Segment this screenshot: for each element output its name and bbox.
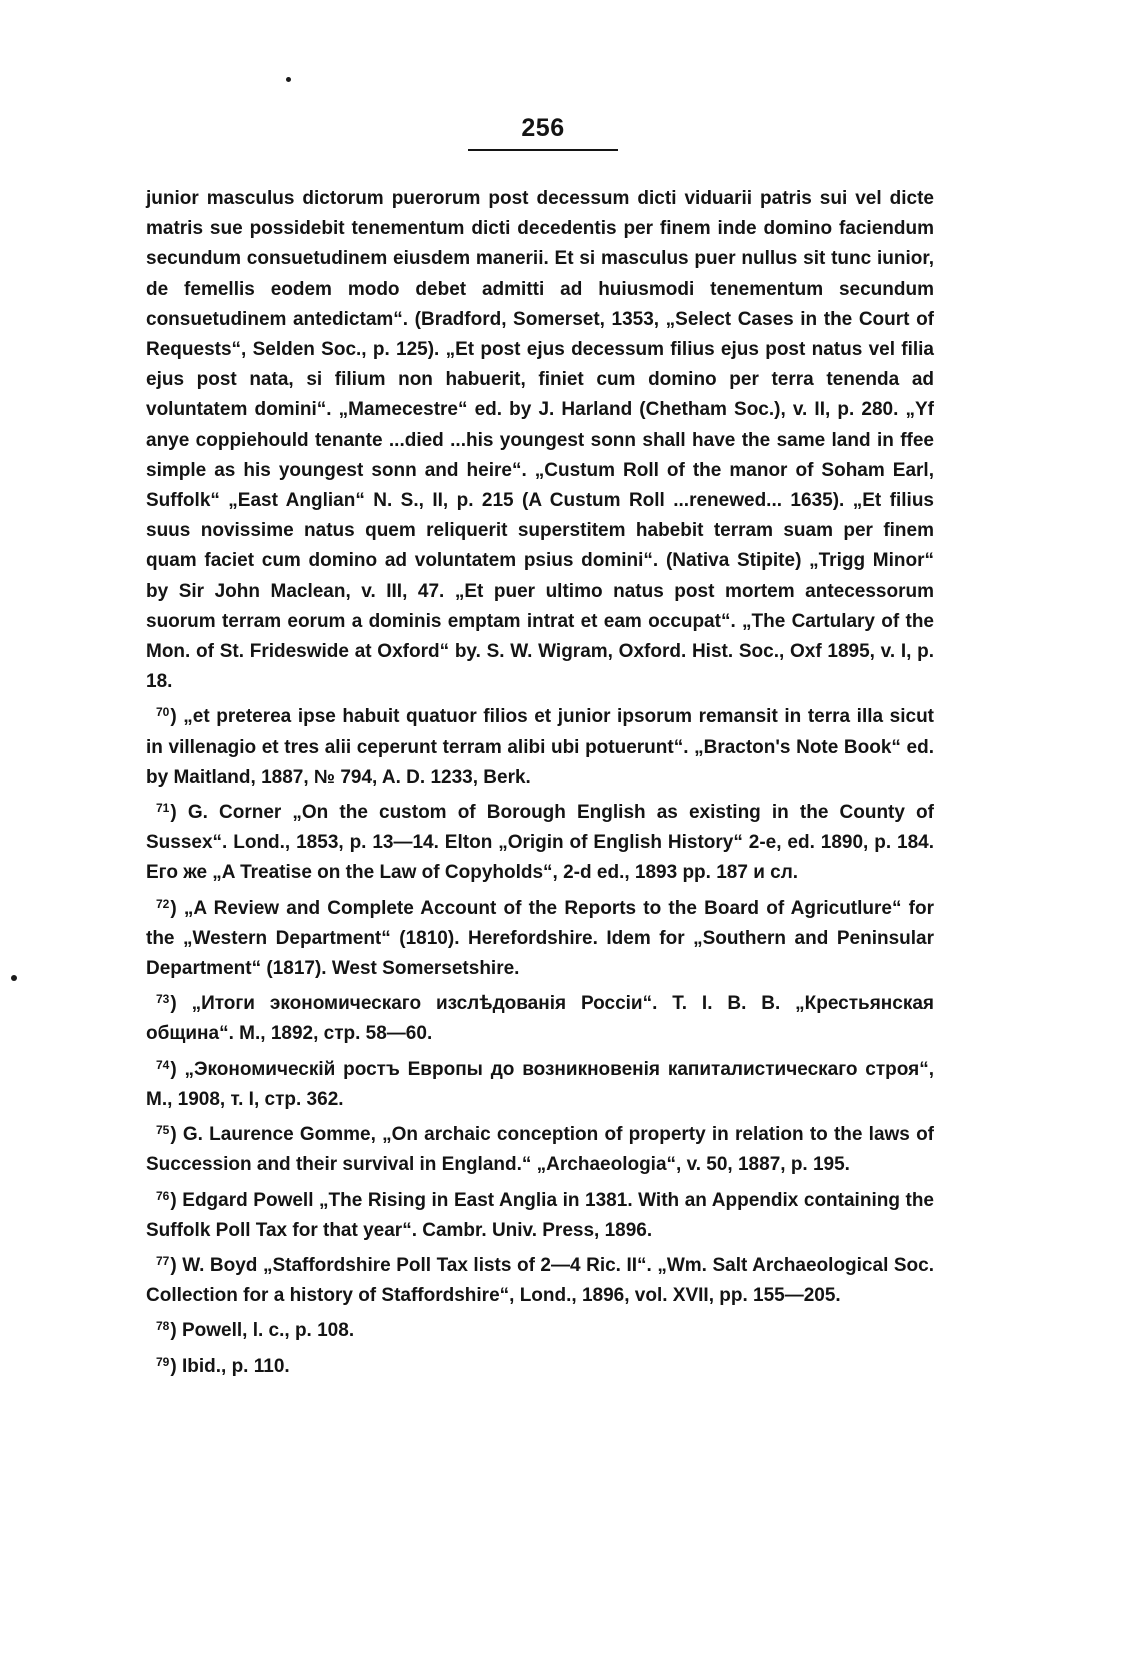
footnote-marker: 79	[156, 1354, 170, 1369]
footnote-marker-paren: )	[170, 1189, 183, 1211]
body-paragraph: junior masculus dictorum puerorum post decessum dicti viduarii patris sui vel dicte matris sue possidebit tenementum dicti decedentis per finem inde domino faciendum secundum consuetudinem eiusdem manerii. Et si masculus puer nullus sit tunc iunior, de femellis eodem modo debet admitti ad huiusmodi tenementum secundum consuetudinem antedictam“. (Bradford, Somerset, 1353, „Select Cases in the Court of Requests“, Selden Soc., p. 125). „Et post ejus decessum filius ejus post natus vel filia ejus post nata, si filium non habuerit, finiet cum domino per terra tenenda ad voluntatem domini“. „Mamecestre“ ed. by J. Harland (Chetham Soc.), v. II, p. 280. „Yf anye coppiehould tenante ...died ...his youngest sonn shall have the same land in ffee simple as his youngest sonn and heire“. „Custum Roll of the manor of Soham Earl, Suffolk“ „East Anglian“ N. S., II, p. 215 (A Custum Roll ...renewed... 1635). „Et filius suus novissime natus quem reliquerit superstitem habebit terram suam per finem quam faciet cum domino ad voluntatem psius domini“. (Nativa Stipite) „Trigg Minor“ by Sir John Maclean, v. III, 47. „Et puer ultimo natus post mortem antecessorum suorum terram eorum a dominis emptam intrat et eam occupat“. „The Cartulary of the Mon. of St. Frideswide at Oxford“ by. S. W. Wigram, Oxford. Hist. Soc., Oxf 1895, v. I, p. 18.	[146, 188, 934, 693]
footnote-marker-paren: )	[170, 1355, 182, 1377]
footnote-71	[146, 793, 934, 889]
footnote-text: Edgard Powell „The Rising in East Anglia in 1381. With an Appendix containing the Suffolk Poll Tax for that year“. Cambr. Univ. Press, 1896.	[146, 1189, 935, 1241]
footnote-text: „Экономическій ростъ Европы до возникновенія капиталистическаго строя“, М., 1908, т. I, стр. 362.	[146, 1058, 934, 1110]
footnote-76	[146, 1181, 934, 1246]
footnote-marker: 77	[156, 1253, 170, 1268]
footnote-text: „A Review and Complete Account of the Reports to the Board of Agricutlure“ for the „Western Department“ (1810). Herefordshire. Idem for „Southern and Peninsular Department“ (1817). West Somersetshire.	[146, 897, 934, 980]
footnote-74	[146, 1050, 934, 1115]
footnote-72	[146, 889, 934, 985]
footnote-text: W. Boyd „Staffordshire Poll Tax lists of 2—4 Ric. II“. „Wm. Salt Archaeological Soc. Collection for a history of Staffordshire“, Lond., 1896, vol. XVII, pp. 155—205.	[146, 1254, 934, 1307]
footnote-marker: 70	[156, 705, 170, 720]
footnote-text: G. Laurence Gomme, „On archaic conception of property in relation to the laws of Succession and their survival in England.“ „Archaeologia“, v. 50, 1887, p. 195.	[146, 1124, 935, 1176]
footnote-79	[146, 1347, 934, 1382]
footnote-text: „et preterea ipse habuit quatuor filios et junior ipsorum remansit in terra illa sicut in villenagio et tres alii ceperunt terram alibi ubi potuerunt“. „Bracton's Note Book“ ed. by Maitland, 1887, № 794, A. D. 1233, Berk.	[146, 706, 935, 788]
page-number: 256	[521, 114, 565, 142]
footnote-73	[146, 984, 934, 1049]
footnote-75	[146, 1115, 934, 1180]
footnote-text: G. Corner „On the custom of Borough English as existing in the County of Sussex“. Lond., 1853, p. 13—14. Elton „Origin of English History“ 2-e, ed. 1890, p. 184. Его же „A Treatise on the Law of Copyholds“, 2-d ed., 1893 pp. 187 и сл.	[146, 802, 934, 884]
footnote-marker: 74	[156, 1057, 170, 1072]
footnote-marker-paren: )	[170, 706, 184, 728]
footnote-78	[146, 1311, 934, 1346]
footnote-marker-paren: )	[170, 897, 184, 919]
footnote-marker: 72	[156, 896, 170, 911]
footnote-marker-paren: )	[170, 802, 188, 824]
footnote-marker-paren: )	[170, 1254, 183, 1276]
footnote-marker-paren: )	[170, 1058, 185, 1080]
footnote-marker: 73	[156, 992, 170, 1007]
footnote-marker: 76	[156, 1188, 170, 1203]
footnote-70	[146, 697, 934, 793]
page-text	[146, 184, 934, 1382]
footnote-marker-paren: )	[170, 1124, 183, 1146]
footnote-marker: 71	[156, 801, 170, 816]
footnote-marker-paren: )	[170, 993, 192, 1015]
footnote-marker: 75	[156, 1123, 170, 1138]
print-speck	[286, 77, 291, 82]
footnote-marker-paren: )	[170, 1320, 182, 1342]
footnote-text: „Итоги экономическаго изслѣдованія Россіи“. T. I. В. В. „Крестьянская община“. М., 1892, стр. 58—60.	[146, 993, 935, 1045]
footnote-marker: 78	[156, 1319, 170, 1334]
print-speck	[11, 975, 17, 981]
footnote-text: Powell, l. c., p. 108.	[181, 1320, 355, 1342]
footnote-text: Ibid., p. 110.	[181, 1355, 290, 1377]
page-number-rule	[468, 149, 618, 151]
footnote-77	[146, 1246, 934, 1311]
